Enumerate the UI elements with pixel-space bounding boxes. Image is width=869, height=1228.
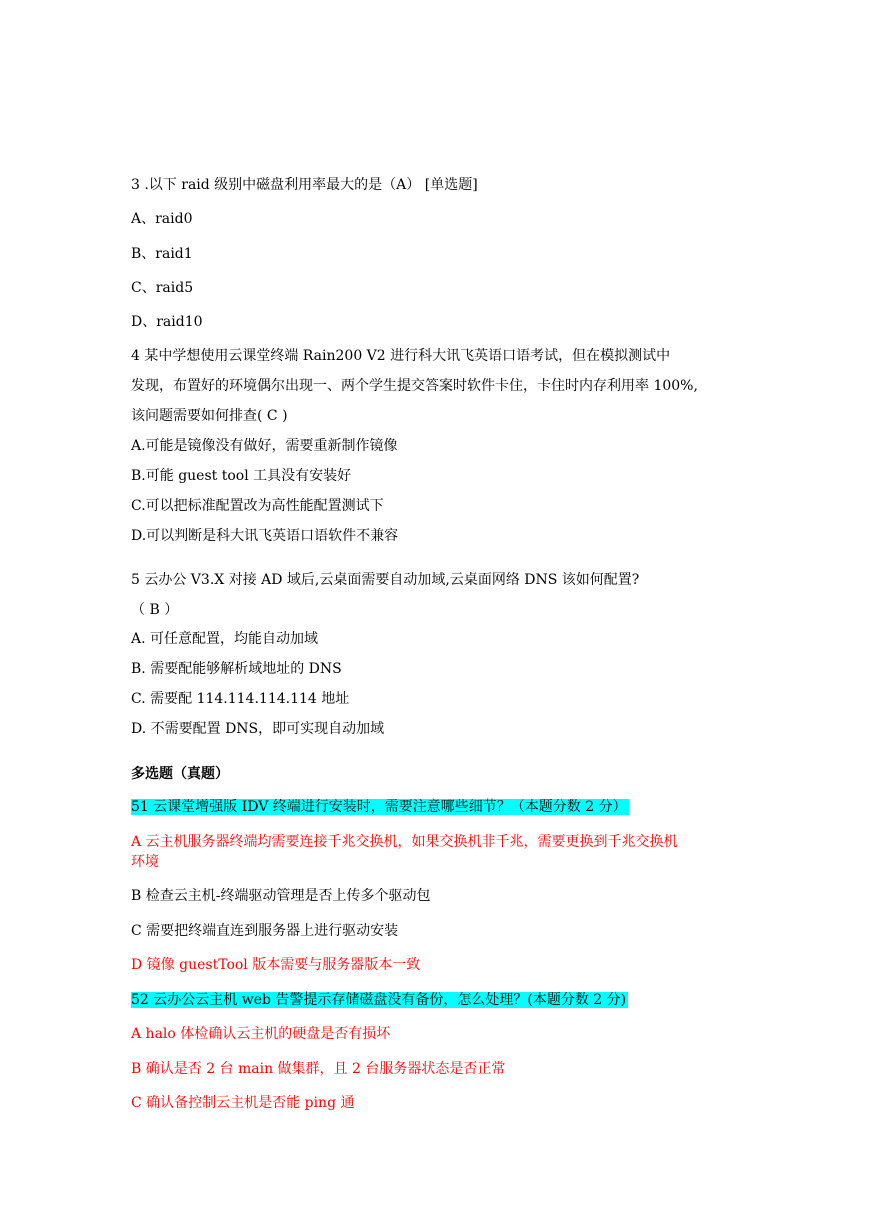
q5-option-d: D. 不需要配置 DNS，即可实现自动加域 (131, 721, 385, 737)
q5-option-c: C. 需要配 114.114.114.114 地址 (131, 691, 350, 707)
q4-option-a: A.可能是镜像没有做好，需要重新制作镜像 (131, 438, 398, 454)
q3-option-c: C、raid5 (131, 280, 194, 296)
q52-stem (131, 991, 628, 1009)
q52-option-a: A halo 体检确认云主机的硬盘是否有损坏 (131, 1026, 391, 1042)
q3-stem: 3 .以下 raid 级别中磁盘利用率最大的是（A） [单选题] (131, 177, 478, 193)
q4-stem-line-2: 发现，布置好的环境偶尔出现一、两个学生提交答案时软件卡住，卡住时内存利用率 100%, (131, 378, 698, 394)
q51-option-c: C 需要把终端直连到服务器上进行驱动安装 (131, 923, 399, 939)
q52-option-b: B 确认是否 2 台 main 做集群，且 2 台服务器状态是否正常 (131, 1061, 506, 1077)
q4-option-b: B.可能 guest tool 工具没有安装好 (131, 468, 352, 484)
q3-option-d: D、raid10 (131, 314, 203, 330)
q3-option-b: B、raid1 (131, 246, 193, 262)
q52-stem-highlight: 52 云办公云主机 web 告警提示存储磁盘没有备份，怎么处理？(本题分数 2 分) (131, 992, 627, 1008)
q4-option-d: D.可以判断是科大讯飞英语口语软件不兼容 (131, 528, 399, 544)
q5-option-a: A. 可任意配置，均能自动加域 (131, 631, 319, 647)
q4-stem-line-1: 4 某中学想使用云课堂终端 Rain200 V2 进行科大讯飞英语口语考试，但在模拟测试中 (131, 348, 671, 364)
section-title: 多选题（真题） (131, 766, 229, 782)
q4-stem-line-3: 该问题需要如何排查( C ) (131, 408, 288, 424)
q5-stem-line-2: （ B ） (131, 602, 179, 618)
q51-stem-highlight: 51 云课堂增强版 IDV 终端进行安装时，需要注意哪些细节？（本题分数 2 分） (131, 799, 627, 815)
q51-option-b: B 检查云主机-终端驱动管理是否上传多个驱动包 (131, 888, 431, 904)
q51-option-a-line-1: A 云主机服务器终端均需要连接千兆交换机，如果交换机非千兆，需要更换到千兆交换机 (131, 834, 678, 850)
q51-option-d: D 镜像 guestTool 版本需要与服务器版本一致 (131, 957, 421, 973)
q5-stem-line-1: 5 云办公 V3.X 对接 AD 域后,云桌面需要自动加域,云桌面网络 DNS 该如何配置? (131, 572, 640, 588)
q51-option-a-line-2: 环境 (131, 854, 159, 870)
q52-option-c: C 确认备控制云主机是否能 ping 通 (131, 1095, 355, 1111)
q5-option-b: B. 需要配能够解析域地址的 DNS (131, 661, 342, 677)
q4-option-c: C.可以把标准配置改为高性能配置测试下 (131, 498, 384, 514)
q3-option-a: A、raid0 (131, 211, 193, 227)
q51-stem (131, 798, 629, 816)
